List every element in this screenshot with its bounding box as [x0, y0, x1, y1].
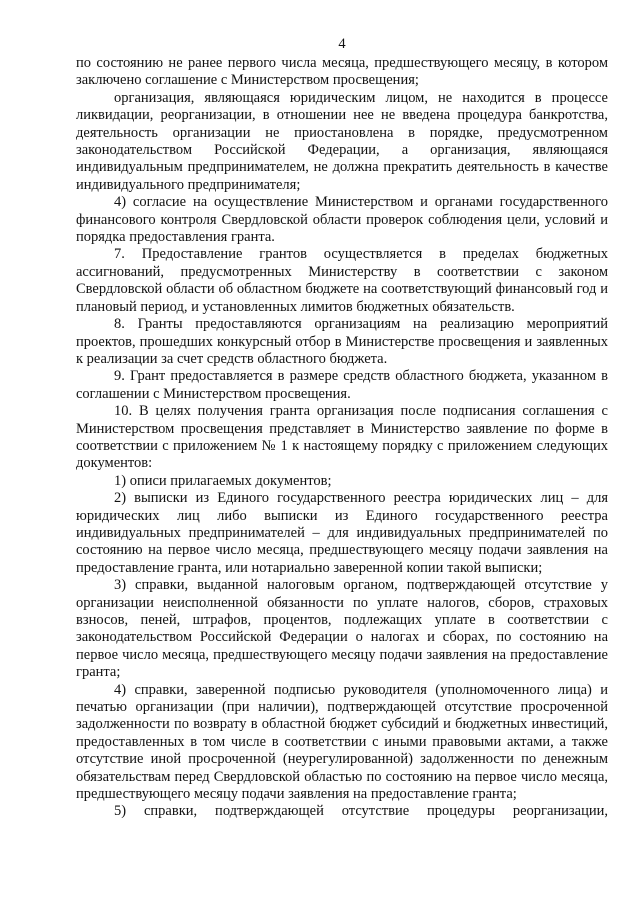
paragraph-clause-7: 7. Предоставление грантов осуществляется в пределах бюджетных ассигнований, предусмотренных Министерству в соответствии с законом Свердловской области об областном бюджете на соответствующий финансовый год и плановый период, и установленных лимитов бюджетных обязательств.	[76, 246, 608, 315]
list-item-2: 2) выписки из Единого государственного реестра юридических лиц – для юридических лиц либо выписки из Единого государственного реестра индивидуальных предпринимателей – для индивидуальных предпринимателей по состоянию на первое число месяца, предшествующего месяцу подачи заявления на предоставление гранта, или нотариально заверенной копии такой выписки;	[76, 490, 608, 576]
paragraph-clause-8: 8. Гранты предоставляются организациям на реализацию мероприятий проектов, прошедших конкурсный отбор в Министерстве просвещения и заявленных к реализации за счет средств областного бюджета.	[76, 316, 608, 367]
paragraph-clause-9: 9. Грант предоставляется в размере средств областного бюджета, указанном в соглашении с Министерством просвещения.	[76, 368, 608, 402]
page-number: 4	[338, 36, 346, 52]
list-item-1: 1) описи прилагаемых документов;	[114, 472, 332, 489]
list-item-5: 5) справки, подтверждающей отсутствие процедуры реорганизации,	[114, 803, 608, 820]
paragraph-organization-status: организация, являющаяся юридическим лицом, не находится в процессе ликвидации, реорганизации, в отношении нее не введена процедура банкротства, деятельность организации не приостановлена в порядке, предусмотренном законодательством Российской Федерации, а организация, являющаяся индивидуальным предпринимателем, не должна прекратить деятельность в качестве индивидуального предпринимателя;	[76, 89, 608, 193]
list-item-3: 3) справки, выданной налоговым органом, подтверждающей отсутствие у организации неисполненной обязанности по уплате налогов, сборов, страховых взносов, пеней, штрафов, процентов, подлежащих уплате в соответствии с законодательством Российской Федерации о налогах и сборах, по состоянию на первое число месяца, предшествующего месяцу подачи заявления на предоставление гранта;	[76, 577, 608, 681]
document-page	[76, 36, 608, 821]
paragraph-item-4-consent: 4) согласие на осуществление Министерством и органами государственного финансового контроля Свердловской области проверок соблюдения цели, условий и порядка предоставления гранта.	[76, 194, 608, 246]
paragraph-clause-10: 10. В целях получения гранта организация после подписания соглашения с Министерством просвещения представляет в Министерство заявление по форме в соответствии с приложением № 1 к настоящему порядку с приложением следующих документов:	[76, 403, 608, 472]
paragraph-continuation: по состоянию не ранее первого числа месяца, предшествующего месяцу, в котором заключено соглашение с Министерством просвещения;	[76, 55, 608, 89]
list-item-4: 4) справки, заверенной подписью руководителя (уполномоченного лица) и печатью организации (при наличии), подтверждающей отсутствие просроченной задолженности по возврату в областной бюджет субсидий и бюджетных инвестиций, предоставленных в том числе в соответствии с иными правовыми актами, а также отсутствие иной просроченной (неурегулированной) задолженности по денежным обязательствам перед Свердловской областью по состоянию на первое число месяца, предшествующего месяцу подачи заявления на предоставление гранта;	[76, 681, 608, 803]
